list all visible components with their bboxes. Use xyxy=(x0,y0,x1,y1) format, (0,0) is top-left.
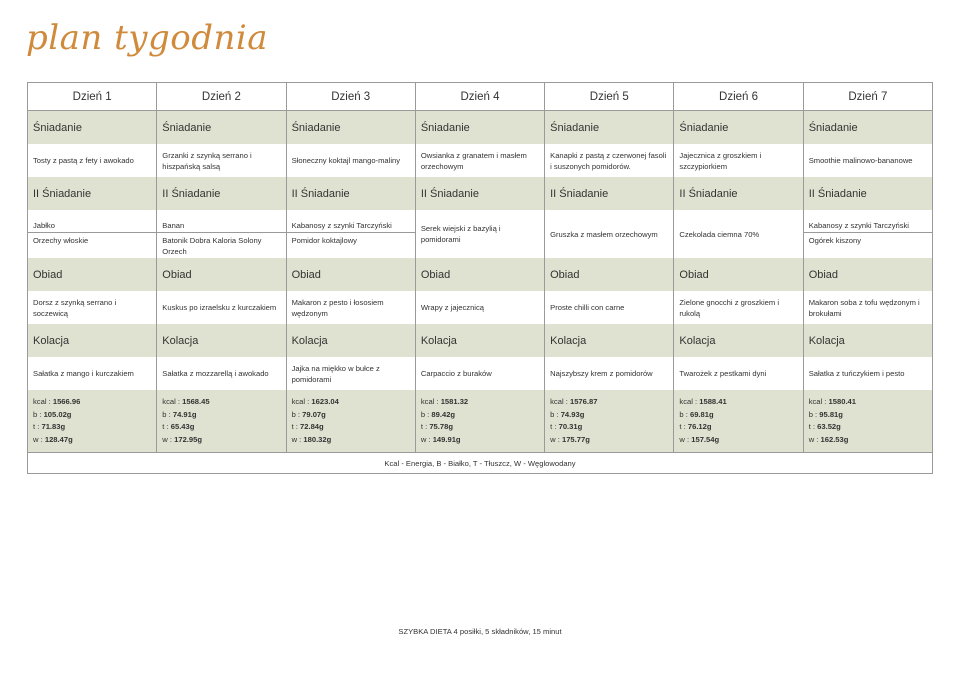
nutrition-value: 1580.41 xyxy=(828,397,856,406)
nutrition-label: b : xyxy=(679,409,688,419)
meal-item: Gruszka z masłem orzechowym xyxy=(550,229,658,239)
nutrition-label: t : xyxy=(162,422,169,431)
nutrition-t xyxy=(809,421,927,434)
nutrition-label: kcal : xyxy=(808,397,827,406)
meal-header: Obiad xyxy=(545,258,674,291)
meal-item: Kabanosy z szynki Tarczyński xyxy=(291,221,392,230)
nutrition-kcal xyxy=(162,396,280,409)
meal-header-row xyxy=(28,258,933,291)
nutrition-label: kcal : xyxy=(291,397,310,406)
nutrition-value: 180.32g xyxy=(303,434,332,444)
nutrition-value: 74.91g xyxy=(172,409,197,419)
nutrition-t xyxy=(679,421,797,434)
meal-header: Obiad xyxy=(803,258,932,291)
nutrition-w xyxy=(550,434,668,447)
meal-header: II Śniadanie xyxy=(286,177,415,210)
nutrition-label: b : xyxy=(808,409,818,419)
nutrition-w xyxy=(33,434,151,447)
meal-item-cell: Sałatka z tuńczykiem i pesto xyxy=(803,357,932,390)
meal-header-row xyxy=(28,111,933,145)
meal-item: Jabłko xyxy=(33,221,55,230)
nutrition-t xyxy=(421,421,539,434)
meal-item-cell: Zielone gnocchi z groszkiem i rukolą xyxy=(674,291,803,324)
nutrition-value: 65.43g xyxy=(170,422,195,431)
nutrition-value: 1566.96 xyxy=(52,397,81,406)
nutrition-t xyxy=(292,421,410,434)
day-header-row xyxy=(28,83,933,111)
meal-item-cell: Jajka na miękko w bułce z pomidorami xyxy=(286,357,415,390)
meal-header: II Śniadanie xyxy=(803,177,932,210)
nutrition-value: 1623.04 xyxy=(311,397,339,406)
nutrition-value: 172.95g xyxy=(174,434,202,444)
meal-item-cell xyxy=(674,210,803,258)
meal-header: Obiad xyxy=(28,258,157,291)
nutrition-value: 128.47g xyxy=(44,434,73,444)
meal-header: Obiad xyxy=(674,258,803,291)
meal-header: II Śniadanie xyxy=(545,177,674,210)
meal-header: Śniadanie xyxy=(157,111,286,145)
day-header: Dzień 5 xyxy=(545,83,674,111)
nutrition-label: b : xyxy=(162,409,171,419)
nutrition-t xyxy=(162,421,280,434)
nutrition-value: 74.93g xyxy=(560,409,585,419)
footer-text: SZYBKA DIETA 4 posiłki, 5 składników, 15 minut xyxy=(398,627,562,636)
meal-header: II Śniadanie xyxy=(157,177,286,210)
meal-item-cell xyxy=(286,210,415,258)
nutrition-cell xyxy=(545,390,674,453)
nutrition-b xyxy=(550,409,668,422)
day-header: Dzień 2 xyxy=(157,83,286,111)
meal-item-cell: Dorsz z szynką serrano i soczewicą xyxy=(28,291,157,324)
nutrition-b xyxy=(421,409,539,422)
meal-items-row xyxy=(28,144,933,177)
meal-item-cell: Owsianka z granatem i masłem orzechowym xyxy=(415,144,544,177)
meal-item-cell: Proste chilli con carne xyxy=(545,291,674,324)
meal-item-cell: Sałatka z mango i kurczakiem xyxy=(28,357,157,390)
meal-header: Śniadanie xyxy=(545,111,674,145)
meal-item-cell: Wrapy z jajecznicą xyxy=(415,291,544,324)
meal-item: Batonik Dobra Kaloria Solony Orzech xyxy=(162,236,262,256)
day-header: Dzień 1 xyxy=(28,83,157,111)
meal-header: II Śniadanie xyxy=(28,177,157,210)
nutrition-label: t : xyxy=(808,422,816,431)
meal-item-cell xyxy=(28,210,157,258)
meal-header: Obiad xyxy=(157,258,286,291)
meal-item-cell: Tosty z pastą z fety i awokado xyxy=(28,144,157,177)
nutrition-cell xyxy=(803,390,932,453)
nutrition-label: b : xyxy=(420,409,430,419)
nutrition-label: kcal : xyxy=(420,397,439,406)
meal-item: Pomidor koktajlowy xyxy=(291,236,357,245)
nutrition-label: w : xyxy=(550,434,560,444)
meal-item-cell: Grzanki z szynką serrano i hiszpańską salsą xyxy=(157,144,286,177)
meal-header: Kolacja xyxy=(28,324,157,357)
nutrition-value: 79.07g xyxy=(302,409,326,419)
nutrition-value: 75.78g xyxy=(429,422,453,431)
nutrition-w xyxy=(162,434,280,447)
nutrition-b xyxy=(162,409,280,422)
nutrition-w xyxy=(292,434,410,447)
nutrition-kcal xyxy=(292,396,410,409)
nutrition-value: 1581.32 xyxy=(440,397,469,406)
nutrition-value: 89.42g xyxy=(431,409,456,419)
nutrition-label: t : xyxy=(291,422,298,431)
meal-item-cell xyxy=(803,210,932,258)
meal-item-cell: Makaron soba z tofu wędzonym i brokułami xyxy=(803,291,932,324)
day-header: Dzień 4 xyxy=(415,83,544,111)
nutrition-cell xyxy=(415,390,544,453)
nutrition-label: b : xyxy=(291,409,301,419)
nutrition-kcal xyxy=(550,396,668,409)
meal-item-cell: Jajecznica z groszkiem i szczypiorkiem xyxy=(674,144,803,177)
nutrition-value: 71.83g xyxy=(41,422,66,431)
nutrition-label: w : xyxy=(162,434,172,444)
meal-header: Śniadanie xyxy=(803,111,932,145)
meal-item-cell: Sałatka z mozzarellą i awokado xyxy=(157,357,286,390)
meal-item-cell xyxy=(157,210,286,258)
meal-item-cell: Twarożek z pestkami dyni xyxy=(674,357,803,390)
meal-item-cell: Carpaccio z buraków xyxy=(415,357,544,390)
meal-item: Kabanosy z szynki Tarczyński xyxy=(808,221,909,230)
nutrition-value: 70.31g xyxy=(558,422,583,431)
day-header: Dzień 3 xyxy=(286,83,415,111)
meal-header: Kolacja xyxy=(545,324,674,357)
weekly-plan-table xyxy=(27,82,933,474)
nutrition-b xyxy=(292,409,410,422)
nutrition-value: 157.54g xyxy=(691,434,720,444)
nutrition-value: 95.81g xyxy=(819,409,843,419)
meal-header: Obiad xyxy=(415,258,544,291)
nutrition-label: kcal : xyxy=(679,397,698,406)
nutrition-value: 1568.45 xyxy=(182,397,210,406)
meal-header: Kolacja xyxy=(803,324,932,357)
nutrition-label: t : xyxy=(420,422,428,431)
page-title: plan tygodnia xyxy=(26,18,269,58)
nutrition-t xyxy=(550,421,668,434)
nutrition-label: w : xyxy=(808,434,819,444)
nutrition-t xyxy=(33,421,151,434)
nutrition-w xyxy=(809,434,927,447)
nutrition-label: kcal : xyxy=(33,397,51,406)
meal-header-row xyxy=(28,324,933,357)
nutrition-cell xyxy=(157,390,286,453)
meal-item: Banan xyxy=(162,221,185,230)
meal-item-cell: Makaron z pesto i łososiem wędzonym xyxy=(286,291,415,324)
meal-item-cell: Najszybszy krem z pomidorów xyxy=(545,357,674,390)
meal-item: Orzechy włoskie xyxy=(33,236,89,245)
nutrition-label: kcal : xyxy=(162,397,181,406)
meal-item: Serek wiejski z bazylią i pomidorami xyxy=(420,224,501,244)
meal-header: Śniadanie xyxy=(674,111,803,145)
nutrition-value: 72.84g xyxy=(300,422,324,431)
meal-header: Kolacja xyxy=(157,324,286,357)
nutrition-value: 162.53g xyxy=(820,434,849,444)
nutrition-label: b : xyxy=(33,409,42,419)
nutrition-w xyxy=(421,434,539,447)
meal-item-cell: Słoneczny koktajl mango-maliny xyxy=(286,144,415,177)
nutrition-label: b : xyxy=(550,409,559,419)
nutrition-label: w : xyxy=(679,434,690,444)
nutrition-row xyxy=(28,390,933,453)
meal-header: II Śniadanie xyxy=(674,177,803,210)
nutrition-b xyxy=(679,409,797,422)
nutrition-label: w : xyxy=(420,434,431,444)
meal-item-cell: Kanapki z pastą z czerwonej fasoli i suszonych pomidorów. xyxy=(545,144,674,177)
nutrition-kcal xyxy=(679,396,797,409)
legend-row xyxy=(28,453,933,474)
nutrition-cell xyxy=(28,390,157,453)
nutrition-b xyxy=(809,409,927,422)
nutrition-kcal xyxy=(421,396,539,409)
meal-item-cell: Smoothie malinowo-bananowe xyxy=(803,144,932,177)
meal-items-row xyxy=(28,357,933,390)
meal-item-cell xyxy=(545,210,674,258)
meal-header: Kolacja xyxy=(674,324,803,357)
nutrition-value: 76.12g xyxy=(687,422,712,431)
meal-items-row xyxy=(28,291,933,324)
day-header: Dzień 7 xyxy=(803,83,932,111)
nutrition-value: 149.91g xyxy=(432,434,461,444)
meal-item: Ogórek kiszony xyxy=(808,236,862,245)
nutrition-b xyxy=(33,409,151,422)
nutrition-label: t : xyxy=(33,422,40,431)
meal-item: Czekolada ciemna 70% xyxy=(679,229,760,239)
nutrition-value: 69.81g xyxy=(689,409,714,419)
meal-header: Śniadanie xyxy=(415,111,544,145)
nutrition-kcal xyxy=(809,396,927,409)
legend-text: Kcal - Energia, B - Białko, T - Tłuszcz, W - Węglowodany xyxy=(28,453,933,474)
nutrition-label: w : xyxy=(33,434,43,444)
nutrition-value: 105.02g xyxy=(43,409,72,419)
meal-header: Śniadanie xyxy=(286,111,415,145)
meal-header: Kolacja xyxy=(415,324,544,357)
nutrition-value: 175.77g xyxy=(561,434,590,444)
nutrition-value: 1576.87 xyxy=(569,397,598,406)
meal-header: Kolacja xyxy=(286,324,415,357)
nutrition-cell xyxy=(286,390,415,453)
nutrition-label: t : xyxy=(550,422,557,431)
nutrition-label: t : xyxy=(679,422,686,431)
nutrition-label: kcal : xyxy=(550,397,568,406)
nutrition-value: 63.52g xyxy=(817,422,841,431)
meal-item-cell: Kuskus po izraelsku z kurczakiem xyxy=(157,291,286,324)
meal-header-row xyxy=(28,177,933,210)
nutrition-kcal xyxy=(33,396,151,409)
nutrition-value: 1588.41 xyxy=(699,397,727,406)
meal-header: II Śniadanie xyxy=(415,177,544,210)
meal-items-row xyxy=(28,210,933,258)
meal-header: Śniadanie xyxy=(28,111,157,145)
meal-header: Obiad xyxy=(286,258,415,291)
nutrition-label: w : xyxy=(291,434,302,444)
day-header: Dzień 6 xyxy=(674,83,803,111)
meal-item-cell xyxy=(415,210,544,258)
nutrition-w xyxy=(679,434,797,447)
nutrition-cell xyxy=(674,390,803,453)
